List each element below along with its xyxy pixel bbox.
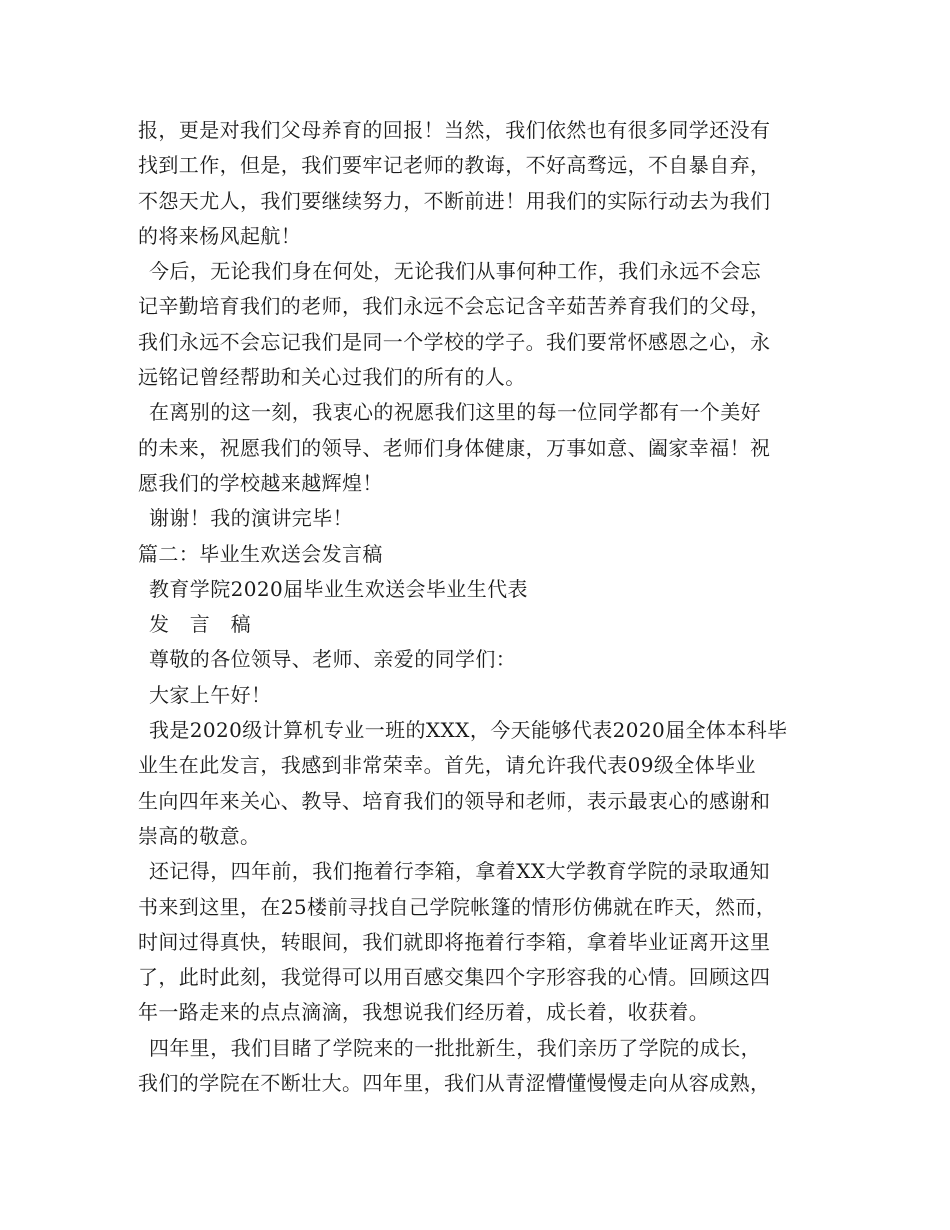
text-line: 远铭记曾经帮助和关心过我们的所有的人。 bbox=[138, 365, 526, 390]
text-line: 我是2020级计算机专业一班的XXX，今天能够代表2020届全体本科毕 bbox=[149, 718, 788, 743]
text-line: 不怨天尤人，我们要继续努力，不断前进！用我们的实际行动去为我们 bbox=[138, 188, 771, 213]
text-line: 我们永远不会忘记我们是同一个学校的学子。我们要常怀感恩之心，永 bbox=[138, 329, 771, 354]
text-line: 报，更是对我们父母养育的回报！当然，我们依然也有很多同学还没有 bbox=[138, 118, 771, 142]
text-line: 的将来杨风起航！ bbox=[138, 223, 302, 248]
text-line: 愿我们的学校越来越辉煌！ bbox=[138, 470, 383, 495]
salutation: 尊敬的各位领导、老师、亲爱的同学们： bbox=[149, 647, 517, 672]
text-line: 年一路走来的点点滴滴，我想说我们经历着，成长着，收获着。 bbox=[138, 1000, 710, 1025]
text-line: 还记得，四年前，我们拖着行李箱，拿着XX大学教育学院的录取通知 bbox=[149, 859, 770, 884]
text-line: 今后，无论我们身在何处，无论我们从事何种工作，我们永远不会忘 bbox=[149, 259, 761, 284]
text-line: 记辛勤培育我们的老师，我们永远不会忘记含辛茹苦养育我们的父母， bbox=[138, 294, 771, 319]
text-line: 我们的学院在不断壮大。四年里，我们从青涩懵懂慢慢走向从容成熟， bbox=[138, 1071, 771, 1096]
text-line: 了，此时此刻，我觉得可以用百感交集四个字形容我的心情。回顾这四 bbox=[138, 965, 771, 990]
text-line: 时间过得真快，转眼间，我们就即将拖着行李箱，拿着毕业证离开这里 bbox=[138, 929, 771, 954]
text-line: 找到工作，但是，我们要牢记老师的教诲，不好高骛远，不自暴自弃， bbox=[138, 153, 771, 178]
text-line: 崇高的敬意。 bbox=[138, 823, 261, 848]
text-line: 的未来，祝愿我们的领导、老师们身体健康，万事如意、阖家幸福！祝 bbox=[138, 435, 771, 460]
greeting: 大家上午好！ bbox=[149, 682, 272, 707]
text-line: 在离别的这一刻，我衷心的祝愿我们这里的每一位同学都有一个美好 bbox=[149, 400, 761, 425]
text-line: 书来到这里，在25楼前寻找自己学院帐篷的情形仿佛就在昨天，然而， bbox=[138, 894, 777, 919]
text-line: 谢谢！我的演讲完毕！ bbox=[149, 506, 353, 531]
speech-title: 教育学院2020届毕业生欢送会毕业生代表 bbox=[149, 576, 528, 601]
text-line: 生向四年来关心、教导、培育我们的领导和老师，表示最衷心的感谢和 bbox=[138, 788, 771, 813]
text-line: 四年里，我们目睹了学院来的一批批新生，我们亲历了学院的成长， bbox=[149, 1035, 761, 1060]
section-heading: 篇二：毕业生欢送会发言稿 bbox=[138, 541, 383, 566]
document-body bbox=[138, 113, 828, 1101]
text-line: 业生在此发言，我感到非常荣幸。首先，请允许我代表09级全体毕业 bbox=[138, 753, 756, 778]
speech-title-sub: 发 言 稿 bbox=[149, 612, 251, 637]
